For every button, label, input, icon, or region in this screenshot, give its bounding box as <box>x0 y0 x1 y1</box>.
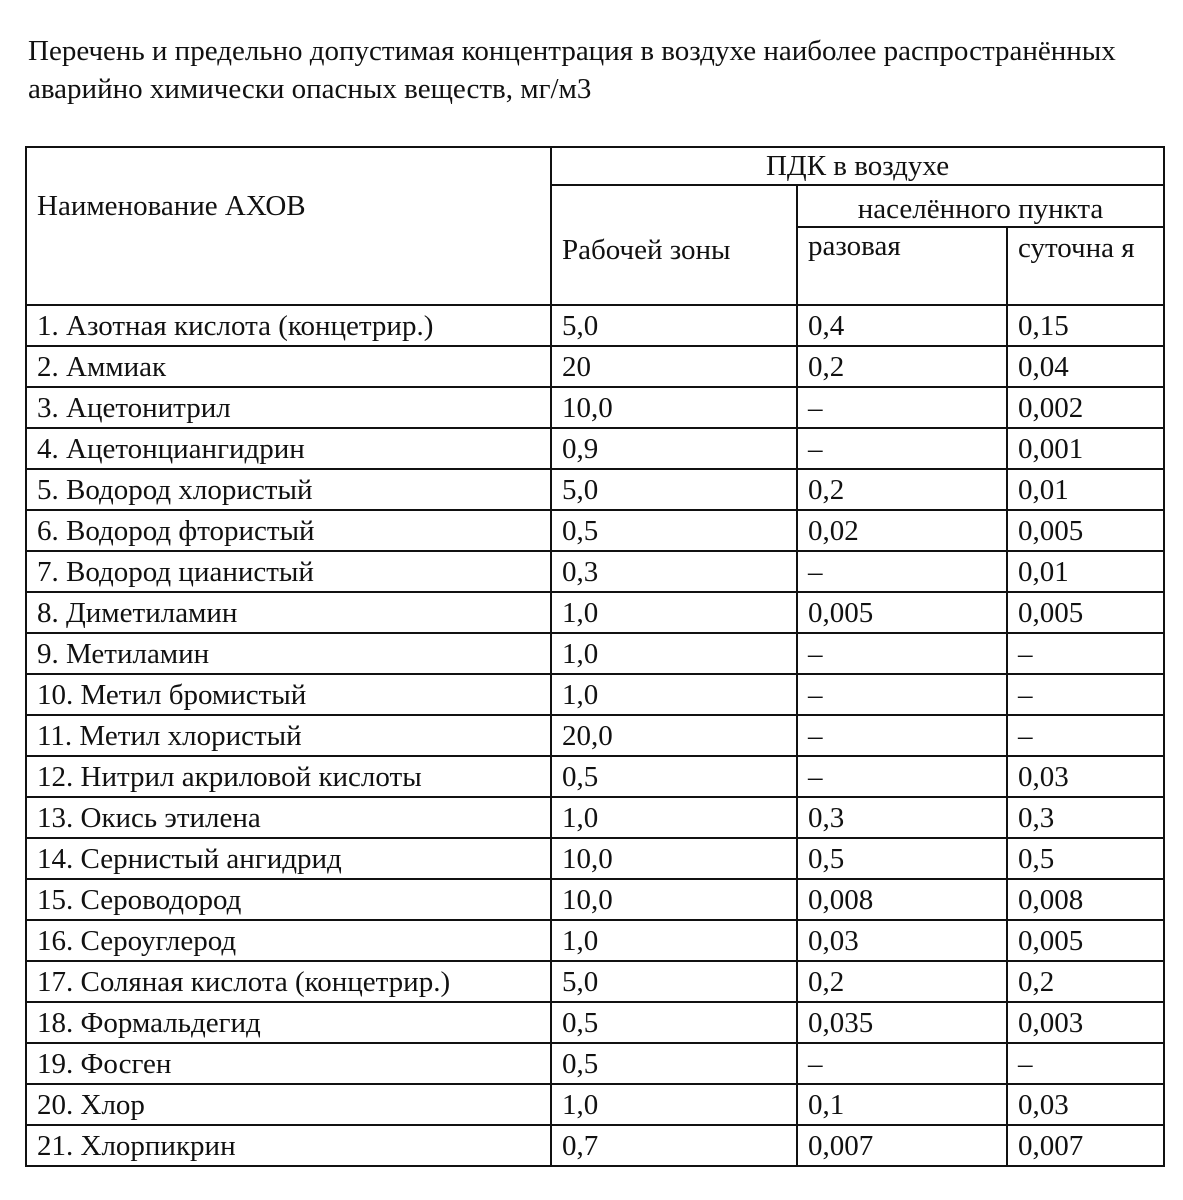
cell-daily: 0,03 <box>1007 756 1164 797</box>
cell-daily: 0,007 <box>1007 1125 1164 1166</box>
cell-substance-name: 10. Метил бромистый <box>26 674 551 715</box>
cell-substance-name: 20. Хлор <box>26 1084 551 1125</box>
cell-single: 0,3 <box>797 797 1007 838</box>
table-row <box>26 346 1164 387</box>
cell-daily: 0,008 <box>1007 879 1164 920</box>
table-row <box>26 428 1164 469</box>
table-row <box>26 961 1164 1002</box>
cell-daily: 0,002 <box>1007 387 1164 428</box>
cell-substance-name: 11. Метил хлористый <box>26 715 551 756</box>
cell-substance-name: 4. Ацетонциангидрин <box>26 428 551 469</box>
table-row <box>26 551 1164 592</box>
cell-substance-name: 15. Сероводород <box>26 879 551 920</box>
table-row <box>26 633 1164 674</box>
cell-single: 0,2 <box>797 961 1007 1002</box>
cell-daily: 0,04 <box>1007 346 1164 387</box>
cell-substance-name: 21. Хлорпикрин <box>26 1125 551 1166</box>
cell-single: 0,2 <box>797 346 1007 387</box>
cell-substance-name: 5. Водород хлористый <box>26 469 551 510</box>
cell-single: 0,1 <box>797 1084 1007 1125</box>
cell-work-zone: 1,0 <box>551 592 797 633</box>
cell-daily: – <box>1007 1043 1164 1084</box>
cell-substance-name: 16. Сероуглерод <box>26 920 551 961</box>
table-header <box>26 147 1164 305</box>
cell-work-zone: 1,0 <box>551 797 797 838</box>
table-row <box>26 920 1164 961</box>
cell-substance-name: 3. Ацетонитрил <box>26 387 551 428</box>
cell-daily: 0,01 <box>1007 551 1164 592</box>
cell-substance-name: 14. Сернистый ангидрид <box>26 838 551 879</box>
cell-substance-name: 19. Фосген <box>26 1043 551 1084</box>
cell-work-zone: 0,5 <box>551 1043 797 1084</box>
cell-single: – <box>797 551 1007 592</box>
header-settlement: населённого пункта <box>797 185 1164 227</box>
header-work-zone: Рабочей зоны <box>551 185 797 305</box>
cell-work-zone: 1,0 <box>551 674 797 715</box>
cell-substance-name: 1. Азотная кислота (концетрир.) <box>26 305 551 346</box>
cell-single: 0,2 <box>797 469 1007 510</box>
cell-work-zone: 1,0 <box>551 1084 797 1125</box>
cell-single: – <box>797 428 1007 469</box>
cell-substance-name: 13. Окись этилена <box>26 797 551 838</box>
table-row <box>26 469 1164 510</box>
cell-work-zone: 20,0 <box>551 715 797 756</box>
cell-single: – <box>797 1043 1007 1084</box>
table-row <box>26 715 1164 756</box>
cell-daily: 0,15 <box>1007 305 1164 346</box>
cell-single: 0,02 <box>797 510 1007 551</box>
cell-single: 0,4 <box>797 305 1007 346</box>
cell-work-zone: 1,0 <box>551 920 797 961</box>
table-row <box>26 1002 1164 1043</box>
cell-daily: – <box>1007 715 1164 756</box>
cell-work-zone: 0,9 <box>551 428 797 469</box>
cell-single: – <box>797 674 1007 715</box>
table-row <box>26 1125 1164 1166</box>
cell-work-zone: 10,0 <box>551 879 797 920</box>
cell-daily: 0,005 <box>1007 592 1164 633</box>
cell-single: – <box>797 756 1007 797</box>
cell-single: – <box>797 633 1007 674</box>
cell-single: 0,035 <box>797 1002 1007 1043</box>
cell-work-zone: 0,5 <box>551 756 797 797</box>
cell-work-zone: 5,0 <box>551 961 797 1002</box>
header-single: разовая <box>797 227 1007 305</box>
table-row <box>26 592 1164 633</box>
cell-work-zone: 10,0 <box>551 387 797 428</box>
table-row <box>26 510 1164 551</box>
cell-single: 0,5 <box>797 838 1007 879</box>
table-body <box>26 305 1164 1166</box>
cell-daily: 0,005 <box>1007 510 1164 551</box>
cell-work-zone: 1,0 <box>551 633 797 674</box>
cell-work-zone: 5,0 <box>551 469 797 510</box>
document-title: Перечень и предельно допустимая концентрация в воздухе наиболее распространённых аварийно химически опасных веществ, мг/м3 <box>28 35 1116 105</box>
header-daily: суточна я <box>1007 227 1164 305</box>
cell-work-zone: 10,0 <box>551 838 797 879</box>
table-row <box>26 305 1164 346</box>
cell-substance-name: 17. Соляная кислота (концетрир.) <box>26 961 551 1002</box>
cell-work-zone: 0,5 <box>551 510 797 551</box>
cell-substance-name: 18. Формальдегид <box>26 1002 551 1043</box>
cell-daily: 0,2 <box>1007 961 1164 1002</box>
cell-substance-name: 12. Нитрил акриловой кислоты <box>26 756 551 797</box>
cell-substance-name: 9. Метиламин <box>26 633 551 674</box>
cell-work-zone: 0,3 <box>551 551 797 592</box>
cell-daily: 0,03 <box>1007 1084 1164 1125</box>
header-pdk-air: ПДК в воздухе <box>551 147 1164 185</box>
cell-work-zone: 5,0 <box>551 305 797 346</box>
cell-work-zone: 0,7 <box>551 1125 797 1166</box>
cell-single: – <box>797 387 1007 428</box>
table-row <box>26 879 1164 920</box>
cell-single: 0,007 <box>797 1125 1007 1166</box>
header-substance-name: Наименование АХОВ <box>26 147 551 305</box>
cell-work-zone: 0,5 <box>551 1002 797 1043</box>
cell-work-zone: 20 <box>551 346 797 387</box>
cell-single: – <box>797 715 1007 756</box>
cell-single: 0,008 <box>797 879 1007 920</box>
cell-substance-name: 7. Водород цианистый <box>26 551 551 592</box>
cell-daily: – <box>1007 633 1164 674</box>
table-row <box>26 387 1164 428</box>
cell-single: 0,03 <box>797 920 1007 961</box>
table-row <box>26 797 1164 838</box>
cell-substance-name: 2. Аммиак <box>26 346 551 387</box>
cell-daily: – <box>1007 674 1164 715</box>
cell-daily: 0,01 <box>1007 469 1164 510</box>
table-row <box>26 838 1164 879</box>
cell-daily: 0,5 <box>1007 838 1164 879</box>
table-row <box>26 1043 1164 1084</box>
cell-substance-name: 6. Водород фтористый <box>26 510 551 551</box>
table-row <box>26 756 1164 797</box>
table-row <box>26 1084 1164 1125</box>
cell-daily: 0,003 <box>1007 1002 1164 1043</box>
cell-daily: 0,005 <box>1007 920 1164 961</box>
cell-substance-name: 8. Диметиламин <box>26 592 551 633</box>
cell-daily: 0,001 <box>1007 428 1164 469</box>
cell-single: 0,005 <box>797 592 1007 633</box>
pdk-table <box>25 146 1165 1167</box>
table-row <box>26 674 1164 715</box>
cell-daily: 0,3 <box>1007 797 1164 838</box>
